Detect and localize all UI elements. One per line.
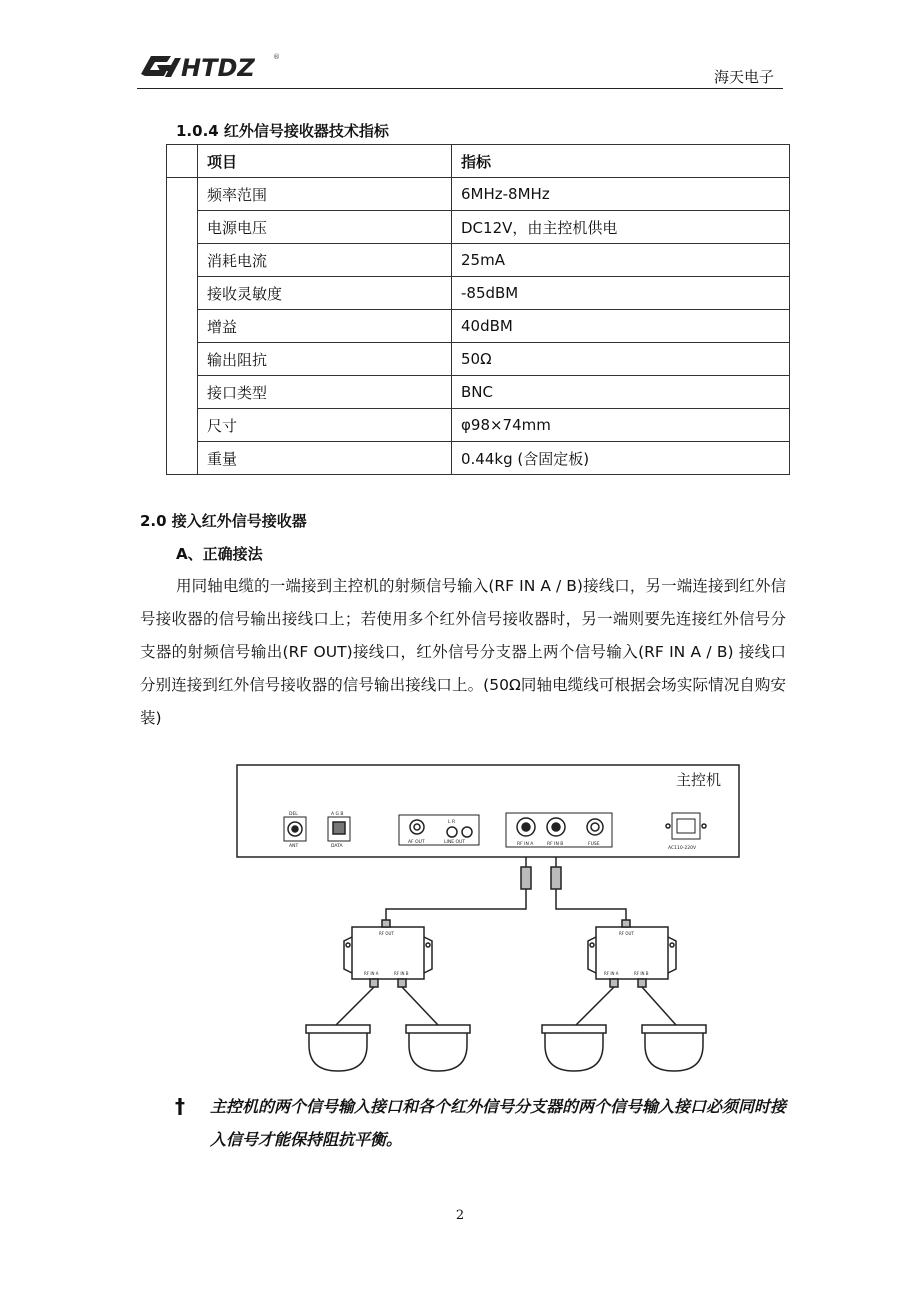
htdz-logo xyxy=(137,50,287,84)
table-row xyxy=(167,211,790,244)
receiver-dome-1 xyxy=(306,1025,370,1071)
header-divider xyxy=(137,88,783,89)
subsection-title: A、正确接法 xyxy=(176,545,263,563)
row-label: 输出阻抗 xyxy=(198,343,452,376)
table-row xyxy=(167,442,790,475)
receiver-dome-2 xyxy=(406,1025,470,1071)
logo-text: HTDZ xyxy=(181,54,255,82)
ac-label: AC110-220V xyxy=(668,846,697,851)
ant-label: ANT xyxy=(289,844,299,849)
table-corner-cell xyxy=(167,145,198,178)
receiver-dome-4 xyxy=(642,1025,706,1071)
header-spec: 指标 xyxy=(452,145,790,178)
registered-mark: ® xyxy=(273,53,280,61)
wiring-diagram xyxy=(236,763,742,1078)
body-paragraph: 用同轴电缆的一端接到主控机的射频信号输入(RF IN A / B)接线口，另一端连接到红外信号接收器的信号输出接线口上；若使用多个红外信号接收器时，另一端则要先连接红外信号分支器的射频信号输出(RF OUT)接线口，红外信号分支器上两个信号输入(RF IN A / B) 接线口分别连接到红外信号接收器的信号输出接线口上。(50Ω同轴电缆线可根据会场实际情况自购安装) xyxy=(140,577,786,727)
spec-table-title: 1.0.4 红外信号接收器技术指标 xyxy=(176,122,389,140)
row-label: 电源电压 xyxy=(198,211,452,244)
row-value: 0.44kg (含固定板) xyxy=(452,442,790,475)
cable-connector-b xyxy=(551,867,561,889)
table-row xyxy=(167,310,790,343)
row-value: 6MHz-8MHz xyxy=(452,178,790,211)
page-number: 2 xyxy=(455,1208,465,1223)
header-item: 项目 xyxy=(198,145,452,178)
table-row xyxy=(167,343,790,376)
row-value: -85dBM xyxy=(452,277,790,310)
rf-in-a-label: RF IN A xyxy=(517,842,534,847)
af-out-label: AF OUT xyxy=(408,840,425,845)
row-label: 增益 xyxy=(198,310,452,343)
row-value: φ98×74mm xyxy=(452,409,790,442)
table-header-row xyxy=(167,145,790,178)
table-row xyxy=(167,277,790,310)
row-value: 50Ω xyxy=(452,343,790,376)
data-label: DATA xyxy=(331,844,343,849)
rf-in-b-label: RF IN B xyxy=(547,842,564,847)
company-name: 海天电子 xyxy=(713,68,774,86)
table-side-cell xyxy=(167,178,198,475)
impedance-note: 主控机的两个信号输入接口和各个红外信号分支器的两个信号输入接口必须同时接入信号才能保持阻抗平衡。 xyxy=(210,1097,787,1149)
left-splitter-out-label: RF OUT xyxy=(379,931,394,936)
table-row xyxy=(167,376,790,409)
cable-to-right-splitter xyxy=(556,889,626,927)
right-splitter-out-label: RF OUT xyxy=(619,931,634,936)
right-splitter-in-a-label: RF IN A xyxy=(604,971,619,976)
data-top-label: A G B xyxy=(331,812,344,817)
row-value: 25mA xyxy=(452,244,790,277)
table-row xyxy=(167,244,790,277)
table-row xyxy=(167,409,790,442)
left-splitter-in-a-label: RF IN A xyxy=(364,971,379,976)
right-splitter-in-b-label: RF IN B xyxy=(634,971,649,976)
note-dagger-icon: † xyxy=(175,1094,185,1118)
fuse-label: FUSE xyxy=(588,842,600,847)
cable-connector-a xyxy=(521,867,531,889)
row-label: 接口类型 xyxy=(198,376,452,409)
row-value: 40dBM xyxy=(452,310,790,343)
receiver-dome-3 xyxy=(542,1025,606,1071)
host-unit-body xyxy=(237,765,739,857)
host-label: 主控机 xyxy=(676,771,722,789)
row-label: 接收灵敏度 xyxy=(198,277,452,310)
lr-label: L R xyxy=(448,820,456,825)
section-title: 2.0 接入红外信号接收器 xyxy=(140,512,307,530)
row-label: 重量 xyxy=(198,442,452,475)
row-label: 频率范围 xyxy=(198,178,452,211)
row-value: DC12V，由主控机供电 xyxy=(452,211,790,244)
table-row xyxy=(167,178,790,211)
ac-socket xyxy=(672,813,700,839)
row-value: BNC xyxy=(452,376,790,409)
row-label: 尺寸 xyxy=(198,409,452,442)
ant-top-label: DEL xyxy=(289,812,298,817)
spec-table xyxy=(166,144,790,475)
line-out-label: LINE OUT xyxy=(444,840,466,845)
cable-to-left-splitter xyxy=(386,889,526,927)
row-label: 消耗电流 xyxy=(198,244,452,277)
fuse xyxy=(587,819,603,835)
left-splitter-in-b-label: RF IN B xyxy=(394,971,409,976)
